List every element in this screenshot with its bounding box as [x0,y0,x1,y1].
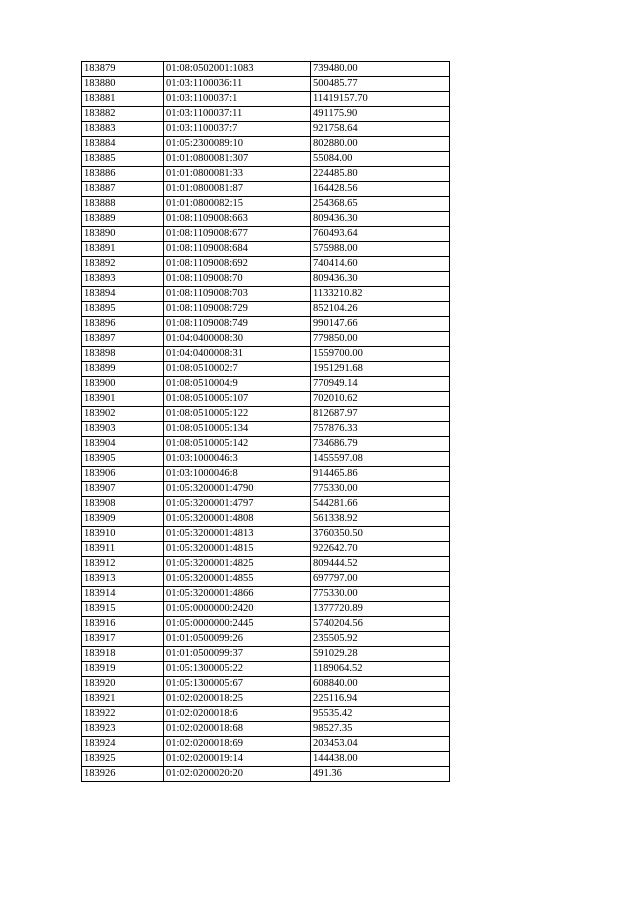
value-cell: 5740204.56 [311,617,450,632]
row-number-cell: 183913 [82,572,164,587]
row-number-cell: 183916 [82,617,164,632]
table-row [82,362,450,377]
value-cell: 779850.00 [311,332,450,347]
cadastral-number-cell: 01:08:0510002:7 [164,362,311,377]
table-row [82,152,450,167]
row-number-cell: 183890 [82,227,164,242]
cadastral-number-cell: 01:01:0500099:37 [164,647,311,662]
row-number-cell: 183879 [82,62,164,77]
value-cell: 544281.66 [311,497,450,512]
value-cell: 812687.97 [311,407,450,422]
row-number-cell: 183887 [82,182,164,197]
table-row [82,437,450,452]
row-number-cell: 183893 [82,272,164,287]
row-number-cell: 183922 [82,707,164,722]
value-cell: 739480.00 [311,62,450,77]
table-row [82,557,450,572]
cadastral-number-cell: 01:08:1109008:729 [164,302,311,317]
table-row [82,482,450,497]
value-cell: 224485.80 [311,167,450,182]
cadastral-number-cell: 01:01:0800081:307 [164,152,311,167]
table-row [82,467,450,482]
row-number-cell: 183912 [82,557,164,572]
table-row [82,77,450,92]
row-number-cell: 183881 [82,92,164,107]
value-cell: 98527.35 [311,722,450,737]
table-row [82,422,450,437]
cadastral-number-cell: 01:08:0510005:107 [164,392,311,407]
value-cell: 809436.30 [311,272,450,287]
value-cell: 203453.04 [311,737,450,752]
value-cell: 770949.14 [311,377,450,392]
cadastral-number-cell: 01:08:0510005:122 [164,407,311,422]
cadastral-number-cell: 01:02:0200019:14 [164,752,311,767]
value-cell: 1951291.68 [311,362,450,377]
value-cell: 921758.64 [311,122,450,137]
row-number-cell: 183882 [82,107,164,122]
cadastral-number-cell: 01:03:1000046:3 [164,452,311,467]
table-row [82,122,450,137]
value-cell: 591029.28 [311,647,450,662]
table-row [82,677,450,692]
cadastral-number-cell: 01:08:0510005:142 [164,437,311,452]
value-cell: 760493.64 [311,227,450,242]
cadastral-number-cell: 01:08:0510005:134 [164,422,311,437]
cadastral-number-cell: 01:03:1100037:11 [164,107,311,122]
table-row [82,137,450,152]
value-cell: 802880.00 [311,137,450,152]
value-cell: 11419157.70 [311,92,450,107]
value-cell: 852104.26 [311,302,450,317]
table-row [82,707,450,722]
value-cell: 1189064.52 [311,662,450,677]
value-cell: 235505.92 [311,632,450,647]
value-cell: 734686.79 [311,437,450,452]
cadastral-number-cell: 01:08:1109008:684 [164,242,311,257]
cadastral-number-cell: 01:01:0500099:26 [164,632,311,647]
value-cell: 225116.94 [311,692,450,707]
row-number-cell: 183908 [82,497,164,512]
value-cell: 500485.77 [311,77,450,92]
row-number-cell: 183896 [82,317,164,332]
table-row [82,332,450,347]
row-number-cell: 183911 [82,542,164,557]
cadastral-number-cell: 01:01:0800081:33 [164,167,311,182]
cadastral-number-cell: 01:03:1100037:1 [164,92,311,107]
table-row [82,752,450,767]
value-cell: 1377720.89 [311,602,450,617]
value-cell: 164428.56 [311,182,450,197]
value-cell: 491.36 [311,767,450,782]
row-number-cell: 183905 [82,452,164,467]
row-number-cell: 183901 [82,392,164,407]
table-row [82,407,450,422]
cadastral-number-cell: 01:08:1109008:70 [164,272,311,287]
row-number-cell: 183907 [82,482,164,497]
row-number-cell: 183895 [82,302,164,317]
table-row [82,242,450,257]
row-number-cell: 183892 [82,257,164,272]
cadastral-number-cell: 01:05:3200001:4808 [164,512,311,527]
cadastral-number-cell: 01:08:1109008:663 [164,212,311,227]
cadastral-number-cell: 01:04:0400008:30 [164,332,311,347]
row-number-cell: 183910 [82,527,164,542]
row-number-cell: 183883 [82,122,164,137]
table-row [82,62,450,77]
table-row [82,737,450,752]
table-row [82,317,450,332]
table-row [82,512,450,527]
value-cell: 1455597.08 [311,452,450,467]
table-row [82,167,450,182]
cadastral-number-cell: 01:05:0000000:2420 [164,602,311,617]
row-number-cell: 183897 [82,332,164,347]
cadastral-number-cell: 01:08:1109008:677 [164,227,311,242]
cadastral-number-cell: 01:02:0200018:69 [164,737,311,752]
cadastral-number-cell: 01:02:0200018:6 [164,707,311,722]
row-number-cell: 183920 [82,677,164,692]
row-number-cell: 183909 [82,512,164,527]
table-row [82,542,450,557]
cadastral-number-cell: 01:03:1100036:11 [164,77,311,92]
cadastral-number-cell: 01:08:0510004:9 [164,377,311,392]
table-row [82,617,450,632]
value-cell: 144438.00 [311,752,450,767]
row-number-cell: 183888 [82,197,164,212]
cadastral-number-cell: 01:05:3200001:4825 [164,557,311,572]
value-cell: 702010.62 [311,392,450,407]
row-number-cell: 183925 [82,752,164,767]
value-cell: 775330.00 [311,482,450,497]
value-cell: 757876.33 [311,422,450,437]
cadastral-number-cell: 01:04:0400008:31 [164,347,311,362]
table-row [82,647,450,662]
table-row [82,572,450,587]
row-number-cell: 183924 [82,737,164,752]
table-body [82,62,450,782]
row-number-cell: 183926 [82,767,164,782]
table-row [82,632,450,647]
value-cell: 575988.00 [311,242,450,257]
value-cell: 95535.42 [311,707,450,722]
cadastral-number-cell: 01:02:0200018:68 [164,722,311,737]
table-row [82,197,450,212]
row-number-cell: 183921 [82,692,164,707]
cadastral-number-cell: 01:05:3200001:4855 [164,572,311,587]
cadastral-number-cell: 01:08:1109008:749 [164,317,311,332]
row-number-cell: 183894 [82,287,164,302]
table-row [82,212,450,227]
row-number-cell: 183918 [82,647,164,662]
row-number-cell: 183891 [82,242,164,257]
cadastral-number-cell: 01:05:3200001:4797 [164,497,311,512]
value-cell: 561338.92 [311,512,450,527]
row-number-cell: 183904 [82,437,164,452]
cadastral-number-cell: 01:02:0200020:20 [164,767,311,782]
row-number-cell: 183914 [82,587,164,602]
cadastral-number-cell: 01:08:1109008:703 [164,287,311,302]
cadastral-number-cell: 01:08:0502001:1083 [164,62,311,77]
value-cell: 914465.86 [311,467,450,482]
value-cell: 809444.52 [311,557,450,572]
value-cell: 775330.00 [311,587,450,602]
table-row [82,587,450,602]
row-number-cell: 183923 [82,722,164,737]
table-row [82,272,450,287]
table-row [82,722,450,737]
row-number-cell: 183889 [82,212,164,227]
value-cell: 740414.60 [311,257,450,272]
table-row [82,767,450,782]
row-number-cell: 183915 [82,602,164,617]
value-cell: 608840.00 [311,677,450,692]
table-row [82,497,450,512]
row-number-cell: 183899 [82,362,164,377]
row-number-cell: 183903 [82,422,164,437]
table-row [82,452,450,467]
row-number-cell: 183906 [82,467,164,482]
table-row [82,287,450,302]
cadastral-number-cell: 01:01:0800081:87 [164,182,311,197]
row-number-cell: 183884 [82,137,164,152]
table-row [82,347,450,362]
table-row [82,377,450,392]
table-row [82,392,450,407]
value-cell: 3760350.50 [311,527,450,542]
value-cell: 1133210.82 [311,287,450,302]
value-cell: 254368.65 [311,197,450,212]
table-row [82,182,450,197]
value-cell: 55084.00 [311,152,450,167]
table-row [82,227,450,242]
cadastral-number-cell: 01:02:0200018:25 [164,692,311,707]
value-cell: 697797.00 [311,572,450,587]
table-row [82,92,450,107]
row-number-cell: 183902 [82,407,164,422]
cadastral-number-cell: 01:05:3200001:4790 [164,482,311,497]
cadastral-number-cell: 01:05:0000000:2445 [164,617,311,632]
row-number-cell: 183898 [82,347,164,362]
row-number-cell: 183917 [82,632,164,647]
table-row [82,692,450,707]
table-row [82,527,450,542]
table-row [82,257,450,272]
cadastral-number-cell: 01:05:1300005:67 [164,677,311,692]
cadastral-number-cell: 01:05:3200001:4866 [164,587,311,602]
cadastral-number-cell: 01:05:3200001:4815 [164,542,311,557]
row-number-cell: 183900 [82,377,164,392]
cadastral-number-cell: 01:05:2300089:10 [164,137,311,152]
value-cell: 1559700.00 [311,347,450,362]
value-cell: 491175.90 [311,107,450,122]
table-row [82,302,450,317]
row-number-cell: 183885 [82,152,164,167]
cadastral-number-cell: 01:01:0800082:15 [164,197,311,212]
table-row [82,602,450,617]
cadastral-number-cell: 01:05:3200001:4813 [164,527,311,542]
cadastral-number-cell: 01:03:1100037:7 [164,122,311,137]
table-row [82,107,450,122]
value-cell: 990147.66 [311,317,450,332]
table-row [82,662,450,677]
value-cell: 922642.70 [311,542,450,557]
data-table [81,61,450,782]
cadastral-number-cell: 01:08:1109008:692 [164,257,311,272]
cadastral-number-cell: 01:05:1300005:22 [164,662,311,677]
row-number-cell: 183886 [82,167,164,182]
row-number-cell: 183919 [82,662,164,677]
cadastral-number-cell: 01:03:1000046:8 [164,467,311,482]
value-cell: 809436.30 [311,212,450,227]
row-number-cell: 183880 [82,77,164,92]
